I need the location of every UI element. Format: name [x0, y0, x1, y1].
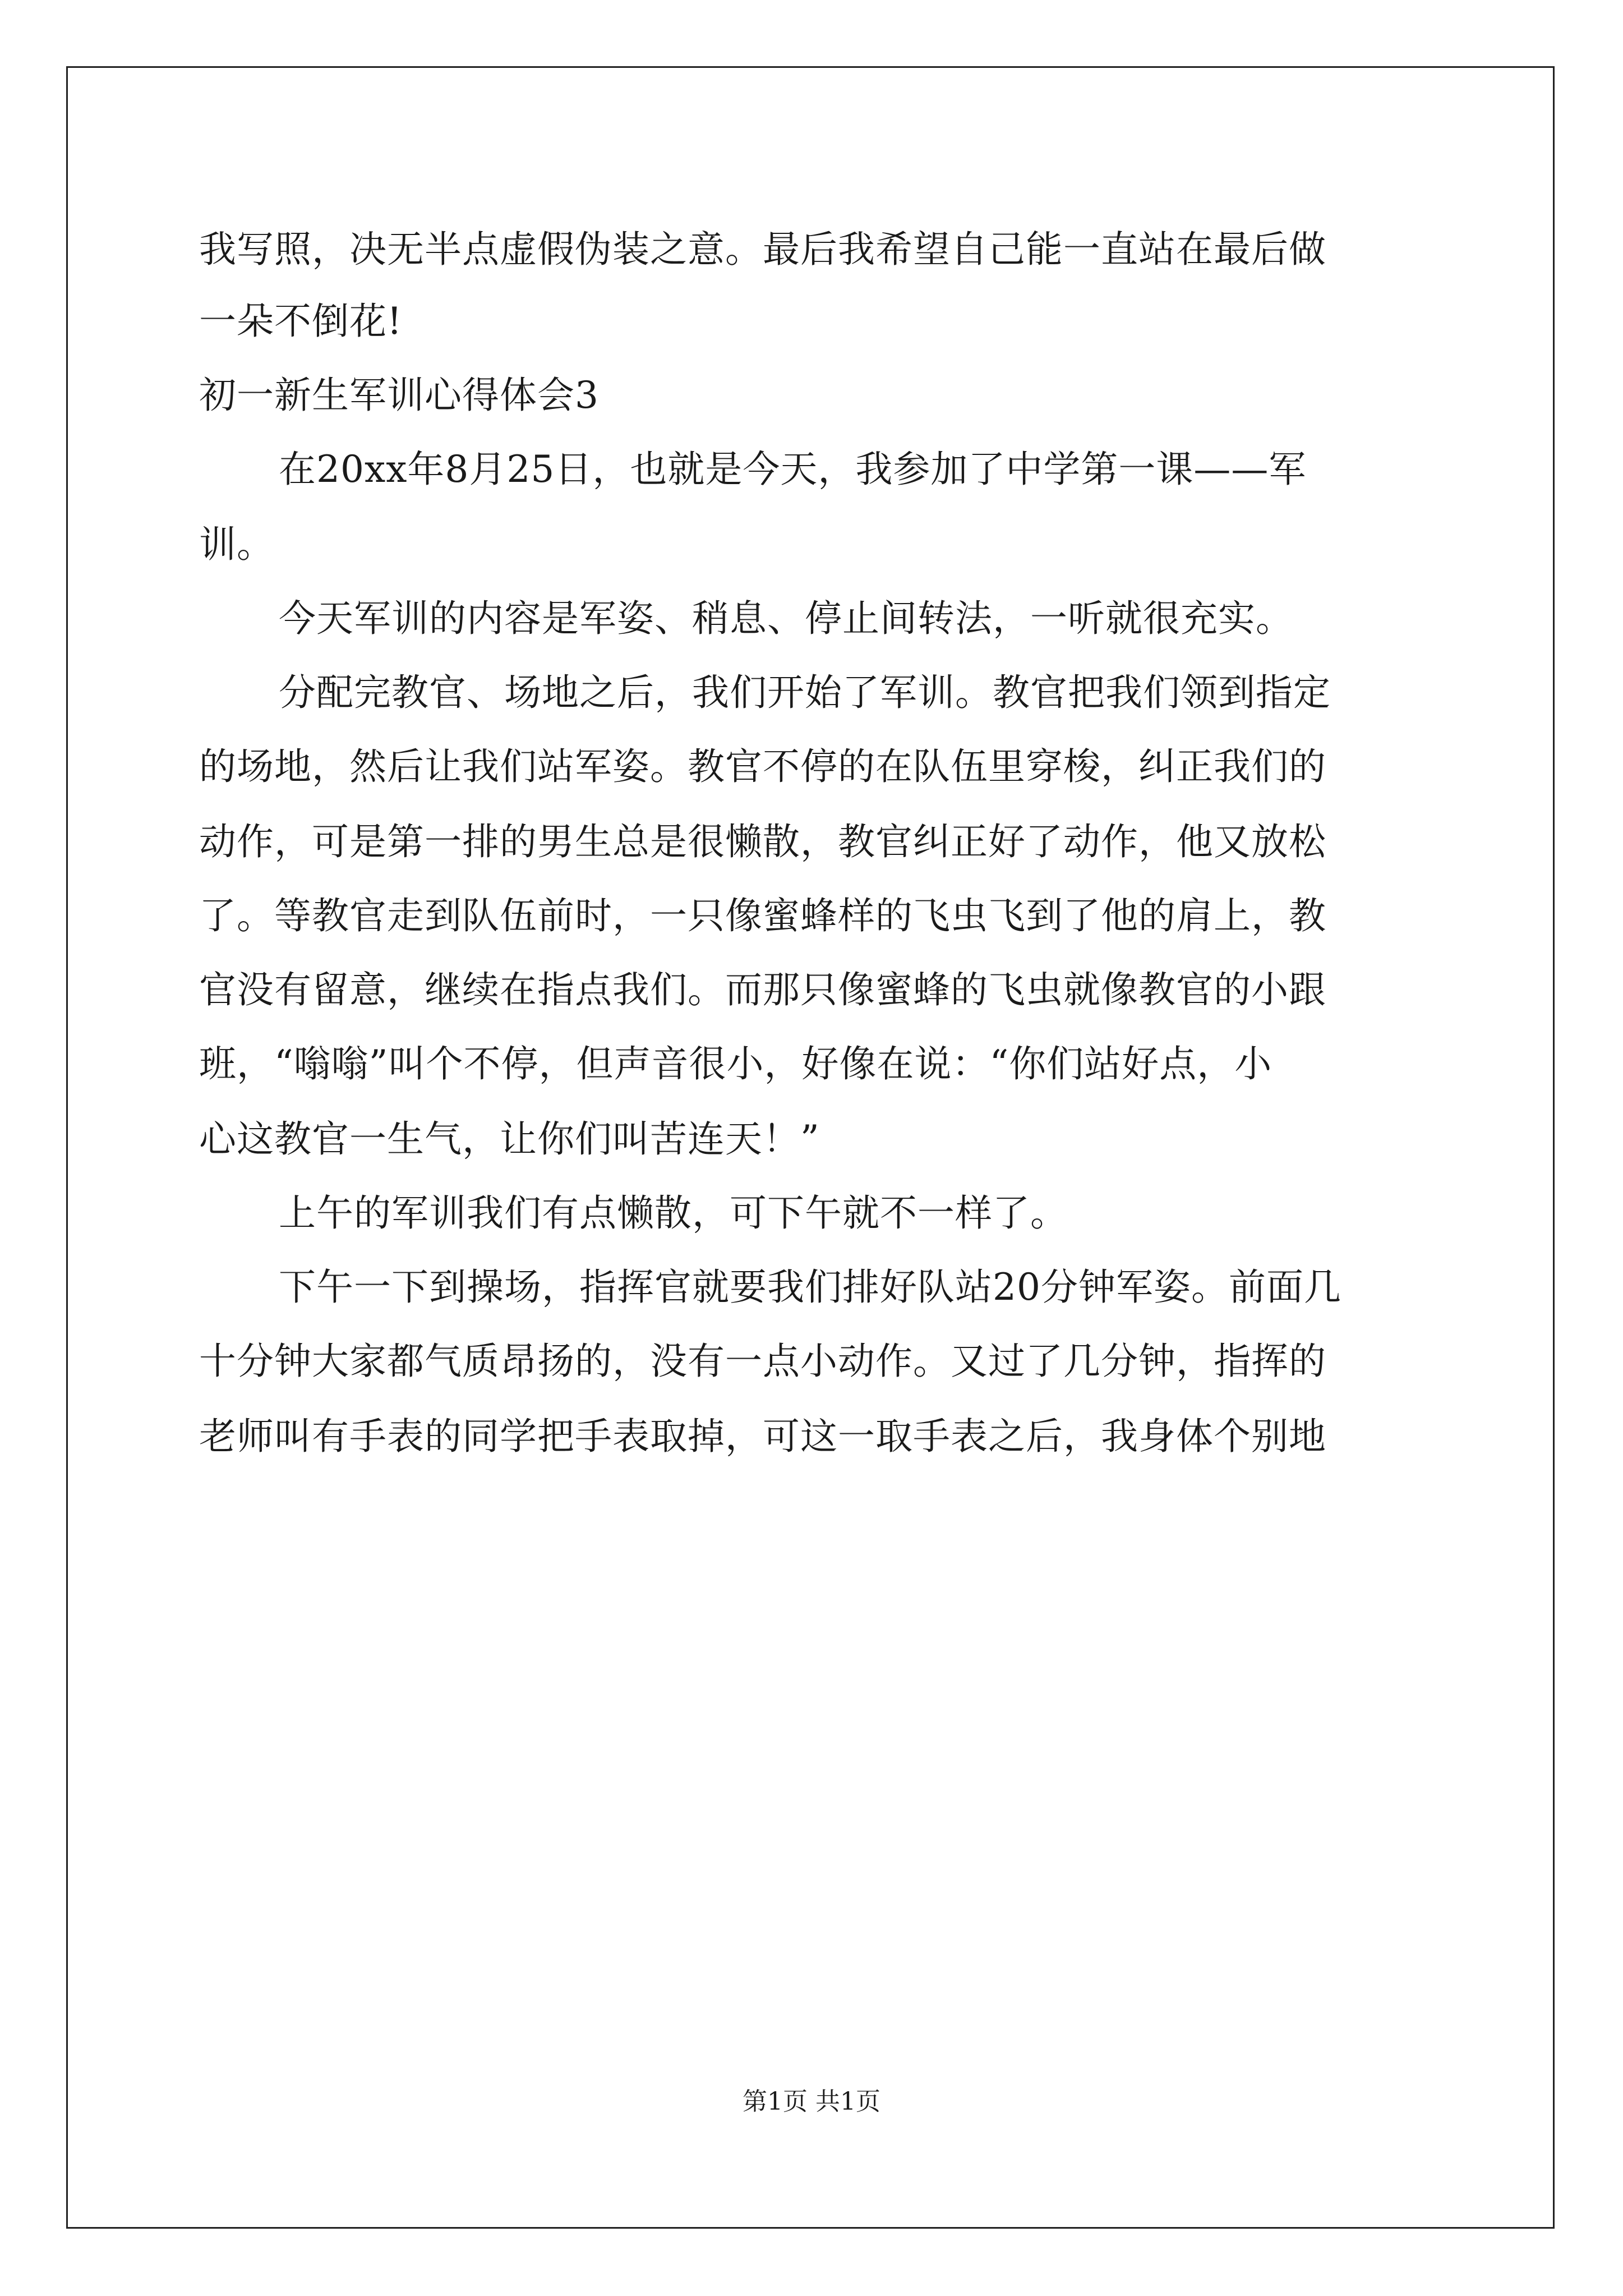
- text-line: 下午一下到操场，指挥官就要我们排好队站20分钟军姿。前面几: [279, 1266, 1341, 1309]
- text-line: 动作，可是第一排的男生总是很懒散，教官纠正好了动作，他又放松: [199, 820, 1326, 863]
- text-line: 官没有留意，继续在指点我们。而那只像蜜蜂的飞虫就像教官的小跟: [199, 968, 1326, 1011]
- text-line: 训。: [199, 523, 274, 566]
- text-line: 我写照，决无半点虚假伪装之意。最后我希望自己能一直站在最后做: [199, 228, 1326, 271]
- text-line: 的场地，然后让我们站军姿。教官不停的在队伍里穿梭，纠正我们的: [199, 745, 1326, 788]
- text-line: 分配完教官、场地之后，我们开始了军训。教官把我们领到指定: [279, 671, 1331, 714]
- text-line: 了。等教官走到队伍前时，一只像蜜蜂样的飞虫飞到了他的肩上，教: [199, 894, 1326, 937]
- text-line: 班，“嗡嗡”叫个不停，但声音很小，好像在说：“你们站好点，小: [199, 1042, 1272, 1085]
- text-line: 老师叫有手表的同学把手表取掉，可这一取手表之后，我身体个别地: [199, 1415, 1326, 1458]
- text-line: 心这教官一生气，让你们叫苦连天！”: [199, 1117, 820, 1161]
- page-number: 第1页 共1页: [743, 2087, 880, 2116]
- text-line: 上午的军训我们有点懒散，可下午就不一样了。: [279, 1191, 1068, 1235]
- text-line: 一朵不倒花!: [199, 300, 403, 343]
- text-line: 在20xx年8月25日，也就是今天，我参加了中学第一课——军: [279, 448, 1307, 491]
- text-line: 十分钟大家都气质昂扬的，没有一点小动作。又过了几分钟，指挥的: [199, 1340, 1326, 1383]
- text-line: 今天军训的内容是军姿、稍息、停止间转法，一听就很充实。: [279, 597, 1293, 640]
- section-heading: 初一新生军训心得体会3: [199, 374, 599, 417]
